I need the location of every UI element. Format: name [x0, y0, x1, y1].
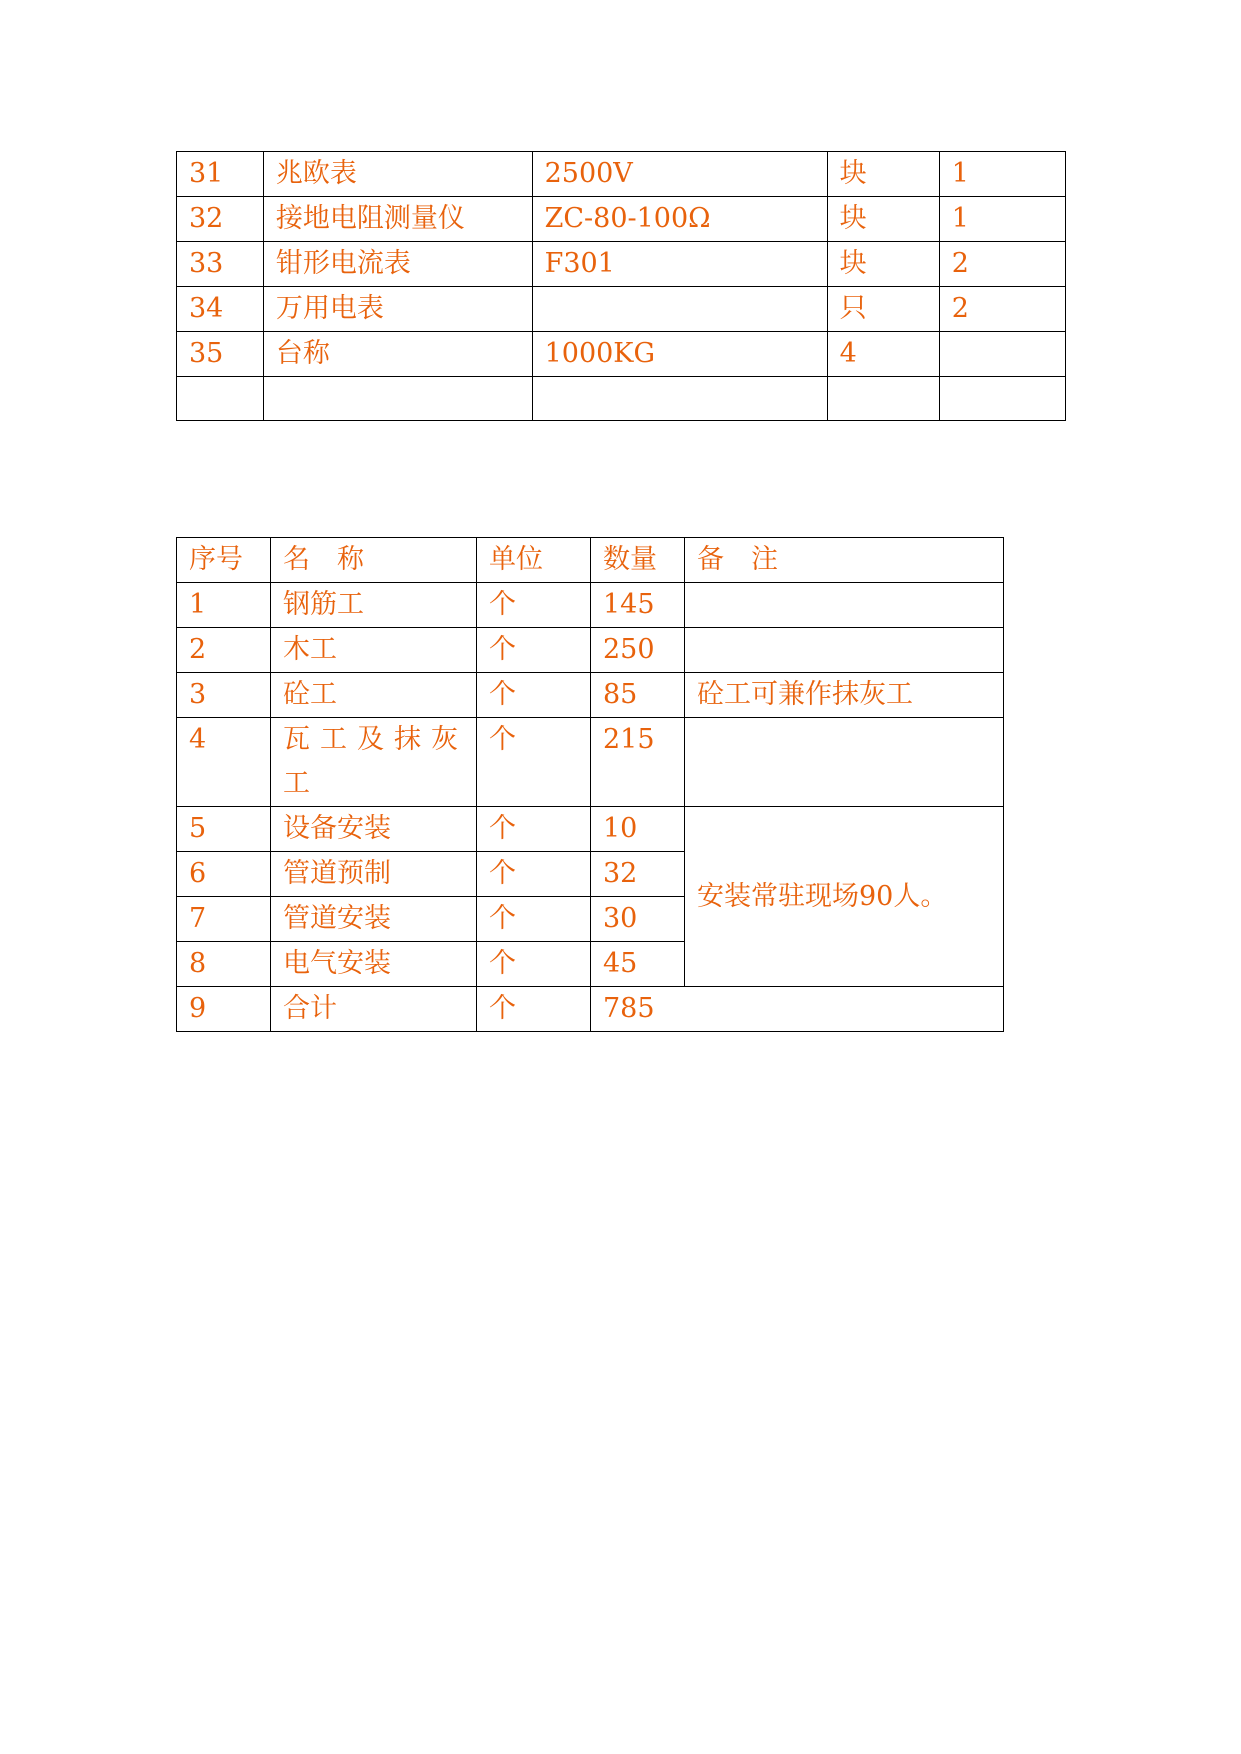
cell-name: 钳形电流表 — [263, 242, 532, 287]
cell-no: 34 — [177, 287, 264, 332]
cell-name: 万用电表 — [263, 287, 532, 332]
cell-qty: 2 — [939, 287, 1065, 332]
cell-qty: 215 — [591, 718, 685, 807]
table-row — [177, 197, 1066, 242]
labor-table — [176, 537, 1004, 1032]
cell-unit: 个 — [477, 807, 591, 852]
cell-qty: 2 — [939, 242, 1065, 287]
table-row — [177, 807, 1004, 852]
cell-no — [177, 377, 264, 421]
cell-unit: 个 — [477, 583, 591, 628]
cell-name: 瓦工及抹灰工 — [271, 718, 477, 807]
cell-qty: 145 — [591, 583, 685, 628]
cell-name: 兆欧表 — [263, 152, 532, 197]
cell-qty: 30 — [591, 897, 685, 942]
cell-name: 砼工 — [271, 673, 477, 718]
cell-no: 1 — [177, 583, 271, 628]
table-row — [177, 583, 1004, 628]
cell-qty: 250 — [591, 628, 685, 673]
table-row — [177, 673, 1004, 718]
cell-no: 4 — [177, 718, 271, 807]
header-no: 序号 — [177, 538, 271, 583]
cell-spec: F301 — [532, 242, 827, 287]
table-row — [177, 287, 1066, 332]
cell-name: 接地电阻测量仪 — [263, 197, 532, 242]
table-row — [177, 332, 1066, 377]
cell-name — [263, 377, 532, 421]
cell-no: 9 — [177, 987, 271, 1032]
cell-unit: 4 — [827, 332, 939, 377]
cell-name: 电气安装 — [271, 942, 477, 987]
header-row — [177, 538, 1004, 583]
cell-qty: 1 — [939, 152, 1065, 197]
table-row — [177, 377, 1066, 421]
header-unit: 单位 — [477, 538, 591, 583]
table-row — [177, 242, 1066, 287]
cell-qty — [939, 377, 1065, 421]
cell-unit: 块 — [827, 242, 939, 287]
equipment-table — [176, 151, 1066, 421]
cell-spec: ZC-80-100Ω — [532, 197, 827, 242]
cell-no: 32 — [177, 197, 264, 242]
cell-name: 合计 — [271, 987, 477, 1032]
cell-name: 管道预制 — [271, 852, 477, 897]
cell-name: 钢筋工 — [271, 583, 477, 628]
cell-spec: 2500V — [532, 152, 827, 197]
cell-name: 台称 — [263, 332, 532, 377]
cell-unit: 只 — [827, 287, 939, 332]
cell-no: 35 — [177, 332, 264, 377]
table-row — [177, 152, 1066, 197]
cell-unit: 个 — [477, 852, 591, 897]
header-note: 备 注 — [685, 538, 1004, 583]
merged-note-cell: 安装常驻现场90人。 — [685, 807, 1004, 987]
cell-note — [685, 628, 1004, 673]
cell-name: 管道安装 — [271, 897, 477, 942]
cell-no: 2 — [177, 628, 271, 673]
total-row — [177, 987, 1004, 1032]
cell-qty: 10 — [591, 807, 685, 852]
cell-unit: 个 — [477, 897, 591, 942]
cell-no: 31 — [177, 152, 264, 197]
cell-unit: 个 — [477, 942, 591, 987]
cell-qty: 1 — [939, 197, 1065, 242]
table-row — [177, 628, 1004, 673]
header-qty: 数量 — [591, 538, 685, 583]
header-name: 名 称 — [271, 538, 477, 583]
cell-no: 33 — [177, 242, 264, 287]
cell-unit: 块 — [827, 197, 939, 242]
cell-name: 设备安装 — [271, 807, 477, 852]
cell-qty: 45 — [591, 942, 685, 987]
cell-note: 砼工可兼作抹灰工 — [685, 673, 1004, 718]
cell-name: 木工 — [271, 628, 477, 673]
cell-spec: 1000KG — [532, 332, 827, 377]
cell-note — [685, 583, 1004, 628]
cell-unit: 个 — [477, 628, 591, 673]
cell-qty: 32 — [591, 852, 685, 897]
cell-qty — [939, 332, 1065, 377]
cell-no: 5 — [177, 807, 271, 852]
cell-note — [685, 718, 1004, 807]
cell-unit: 块 — [827, 152, 939, 197]
cell-no: 8 — [177, 942, 271, 987]
cell-no: 7 — [177, 897, 271, 942]
cell-spec — [532, 287, 827, 332]
cell-unit: 个 — [477, 987, 591, 1032]
cell-qty: 785 — [591, 987, 1004, 1032]
cell-qty: 85 — [591, 673, 685, 718]
cell-unit: 个 — [477, 718, 591, 807]
cell-unit — [827, 377, 939, 421]
cell-no: 3 — [177, 673, 271, 718]
table-row — [177, 718, 1004, 807]
cell-no: 6 — [177, 852, 271, 897]
cell-unit: 个 — [477, 673, 591, 718]
cell-spec — [532, 377, 827, 421]
